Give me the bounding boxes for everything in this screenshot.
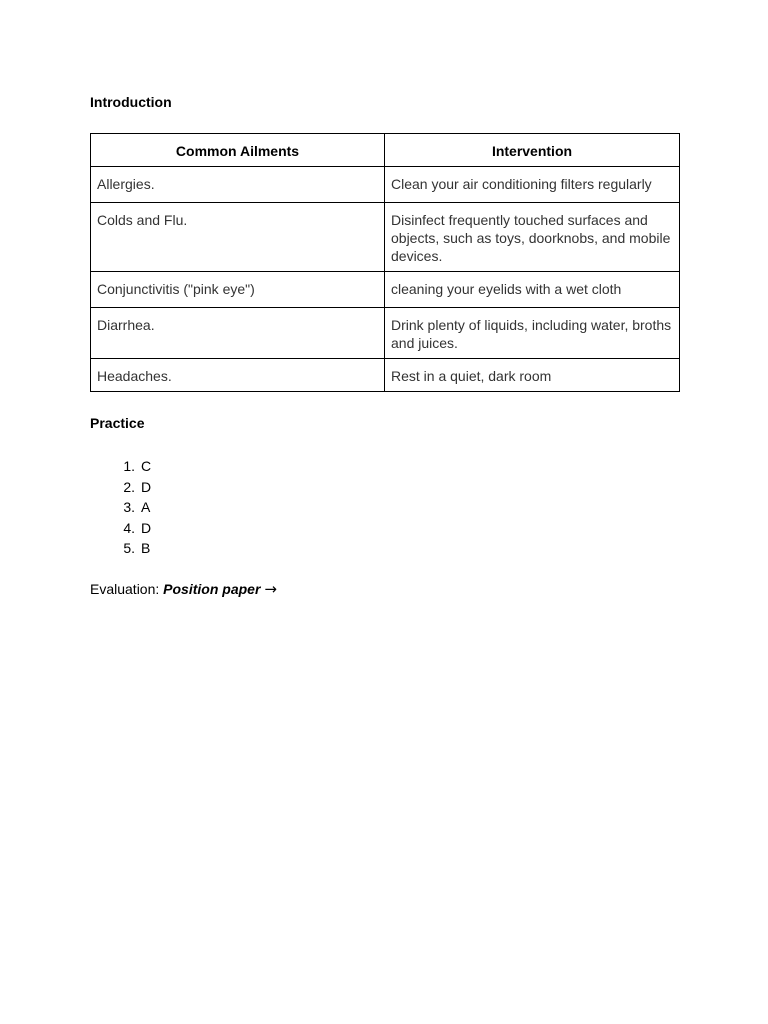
intervention-cell: Disinfect frequently touched surfaces and objects, such as toys, doorknobs, and mobile devices. bbox=[385, 203, 680, 272]
evaluation-label: Evaluation: bbox=[90, 580, 160, 597]
ailment-cell: Allergies. bbox=[91, 167, 385, 203]
intervention-cell: Clean your air conditioning filters regularly bbox=[385, 167, 680, 203]
intervention-cell: cleaning your eyelids with a wet cloth bbox=[385, 272, 680, 308]
list-item-answer: D bbox=[141, 478, 152, 495]
ailments-table bbox=[90, 133, 680, 392]
intervention-cell: Rest in a quiet, dark room bbox=[385, 359, 680, 392]
ailment-cell: Headaches. bbox=[91, 359, 385, 392]
arrow-right-icon: → bbox=[264, 579, 277, 598]
list-item bbox=[90, 497, 679, 518]
list-item bbox=[90, 538, 679, 559]
list-item-number: 3. bbox=[123, 499, 135, 515]
list-item-answer: C bbox=[141, 458, 152, 474]
list-item-number: 1. bbox=[123, 458, 135, 474]
list-item bbox=[90, 477, 679, 498]
ailment-cell: Conjunctivitis ("pink eye") bbox=[91, 272, 385, 308]
evaluation-line bbox=[90, 579, 679, 599]
table-row bbox=[91, 167, 680, 203]
ailment-cell: Diarrhea. bbox=[91, 308, 385, 359]
list-item-answer: A bbox=[141, 499, 151, 515]
intervention-cell: Drink plenty of liquids, including water, broths and juices. bbox=[385, 308, 680, 359]
list-item bbox=[90, 518, 679, 539]
list-item-answer: B bbox=[141, 540, 151, 556]
document-page bbox=[90, 92, 679, 599]
table-row bbox=[91, 272, 680, 308]
column-header-intervention: Intervention bbox=[385, 134, 680, 167]
table-row bbox=[91, 359, 680, 392]
practice-heading: Practice bbox=[90, 415, 145, 431]
position-paper-link[interactable]: Position paper bbox=[163, 580, 261, 597]
list-item-answer: D bbox=[141, 519, 152, 536]
list-item-number: 2. bbox=[123, 478, 135, 495]
column-header-common-ailments: Common Ailments bbox=[91, 134, 385, 167]
list-item bbox=[90, 456, 679, 477]
table-row bbox=[91, 203, 680, 272]
practice-answer-list bbox=[90, 456, 679, 559]
list-item-number: 5. bbox=[123, 540, 135, 556]
list-item-number: 4. bbox=[123, 519, 135, 536]
introduction-heading: Introduction bbox=[90, 94, 172, 110]
table-row bbox=[91, 308, 680, 359]
ailment-cell: Colds and Flu. bbox=[91, 203, 385, 272]
table-header-row bbox=[91, 134, 680, 167]
